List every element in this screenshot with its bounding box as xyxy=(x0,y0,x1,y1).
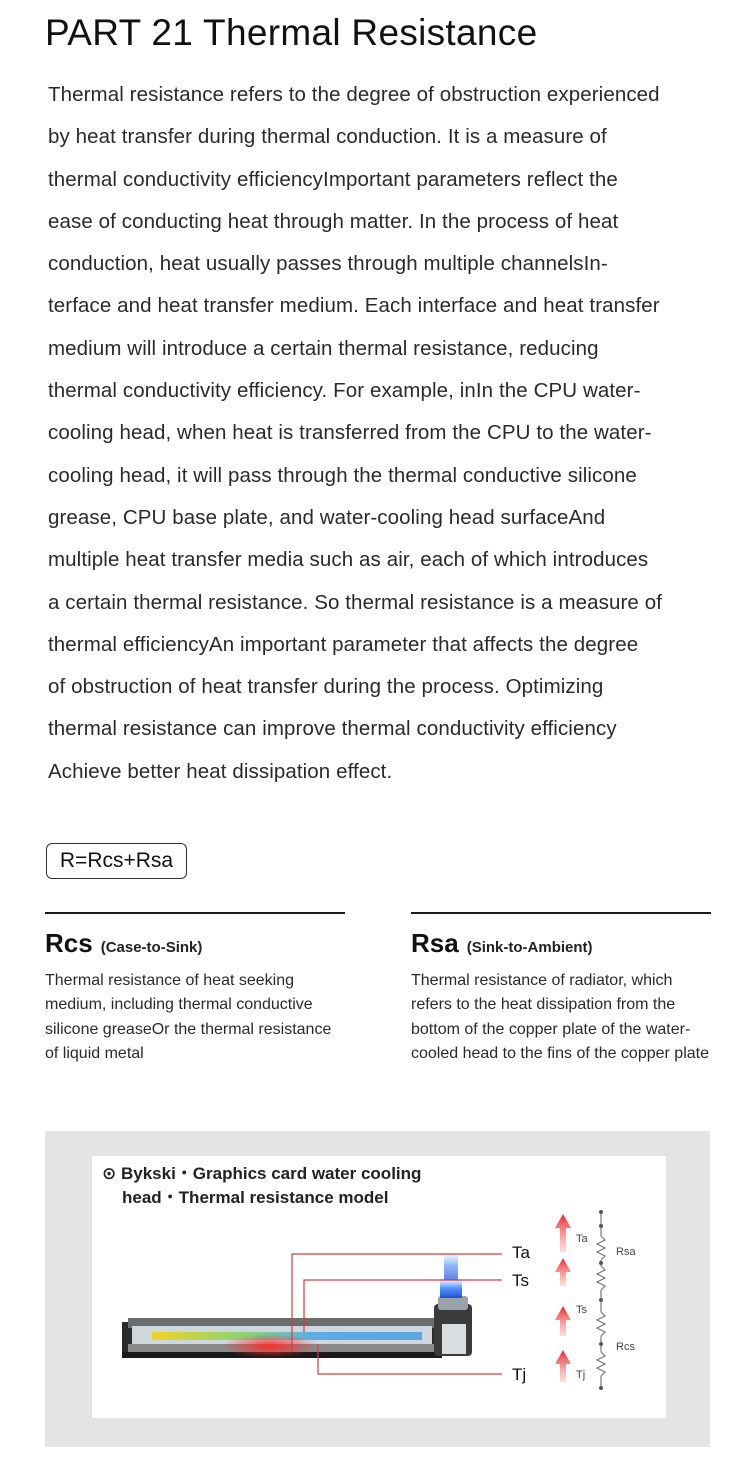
water-block-illustration xyxy=(122,1252,472,1358)
intro-line: terface and heat transfer medium. Each interface and heat transfer xyxy=(48,294,660,318)
model-label-rcs: Rcs xyxy=(616,1341,635,1353)
model-label-rsa: Rsa xyxy=(616,1246,636,1258)
intro-line: of obstruction of heat transfer during the process. Optimizing xyxy=(48,675,604,699)
intro-line: thermal conductivity efficiencyImportant parameters reflect the xyxy=(48,167,618,191)
intro-line: ease of conducting heat through matter. In the process of heat xyxy=(48,209,619,233)
intro-line: thermal conductivity efficiency. For example, inIn the CPU water- xyxy=(48,379,641,403)
rcs-section xyxy=(45,912,345,1066)
intro-paragraph xyxy=(48,74,716,793)
diagram-card xyxy=(92,1156,666,1418)
intro-line: Achieve better heat dissipation effect. xyxy=(48,759,393,783)
section-divider xyxy=(411,912,711,914)
rcs-description: Thermal resistance of heat seeking medium, including thermal conductive silicone greaseOr the thermal resistance of liquid metal xyxy=(45,972,332,1062)
heat-arrows xyxy=(555,1214,571,1382)
intro-line: cooling head, when heat is transferred from the CPU to the water- xyxy=(48,421,652,445)
diagram-panel xyxy=(45,1131,710,1447)
thermal-model-diagram xyxy=(92,1156,666,1418)
intro-line: a certain thermal resistance. So thermal resistance is a measure of xyxy=(48,590,662,614)
intro-line: medium will introduce a certain thermal resistance, reducing xyxy=(48,336,599,360)
intro-line: by heat transfer during thermal conduction. It is a measure of xyxy=(48,125,607,149)
rsa-description: Thermal resistance of radiator, which refers to the heat dissipation from the bottom of the copper plate of the water-cooled head to the fins of the copper plate xyxy=(411,972,709,1062)
rcs-heading xyxy=(45,928,345,959)
intro-line: thermal efficiencyAn important parameter that affects the degree xyxy=(48,632,639,656)
heat-arrow-mid-upper xyxy=(555,1258,571,1286)
rsa-section xyxy=(411,912,711,1066)
model-label-tj: Tj xyxy=(576,1369,586,1381)
intro-line: thermal resistance can improve thermal conductivity efficiency xyxy=(48,717,617,741)
heat-arrow-bottom xyxy=(555,1350,571,1382)
rcs-symbol: Rcs xyxy=(45,928,93,958)
rsa-heading xyxy=(411,928,711,959)
model-label-ts: Ts xyxy=(576,1304,587,1316)
intro-line: Thermal resistance refers to the degree of obstruction experienced xyxy=(48,83,660,106)
diagram-title-line2: head・Thermal resistance model xyxy=(122,1188,389,1207)
rsa-subtitle: (Sink-to-Ambient) xyxy=(466,939,593,956)
section-divider xyxy=(45,912,345,914)
intro-line: multiple heat transfer media such as air, each of which introduces xyxy=(48,548,649,572)
label-ta: Ta xyxy=(512,1243,530,1262)
page-title: PART 21 Thermal Resistance xyxy=(45,12,538,53)
label-tj: Tj xyxy=(512,1365,527,1384)
diagram-title-line1: ⊙ Bykski・Graphics card water cooling xyxy=(102,1164,422,1183)
heat-arrow-mid-lower xyxy=(555,1306,571,1336)
formula-box: R=Rcs+Rsa xyxy=(46,843,187,879)
heat-arrow-top xyxy=(555,1214,571,1252)
rcs-subtitle: (Case-to-Sink) xyxy=(100,939,203,956)
intro-line: conduction, heat usually passes through multiple channelsIn- xyxy=(48,252,608,276)
intro-line: grease, CPU base plate, and water-cooling head surfaceAnd xyxy=(48,505,606,529)
rsa-symbol: Rsa xyxy=(411,928,459,958)
intro-line: cooling head, it will pass through the thermal conductive silicone xyxy=(48,463,637,487)
label-ts: Ts xyxy=(512,1271,529,1290)
model-label-ta: Ta xyxy=(576,1233,588,1245)
